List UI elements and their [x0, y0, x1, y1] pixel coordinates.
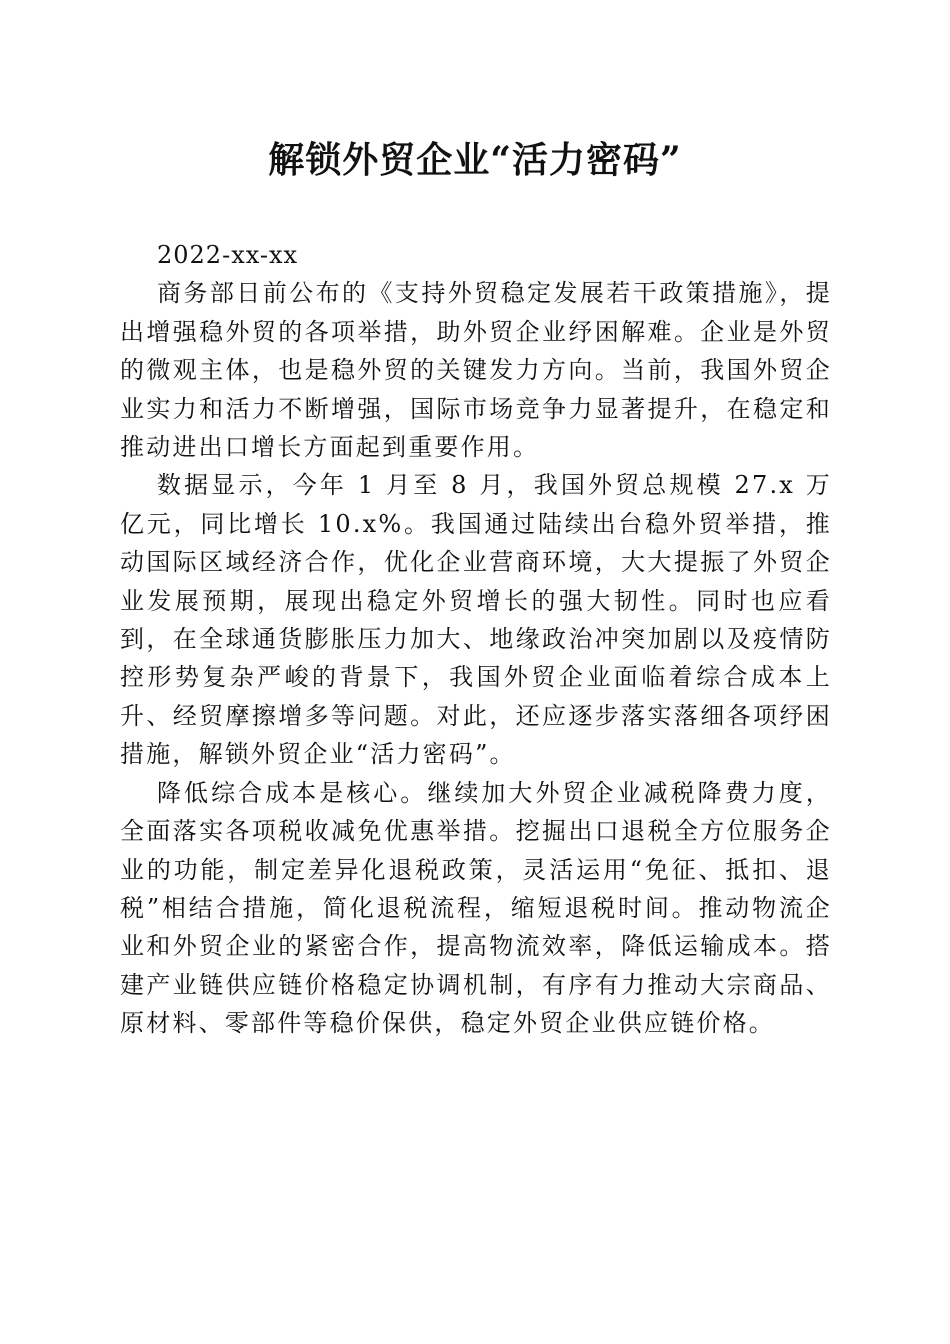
document-date: 2022-xx-xx [157, 241, 299, 269]
paragraph-3: 降低综合成本是核心。继续加大外贸企业减税降费力度，全面落实各项税收减免优惠举措。挖掘出口退税全方位服务企业的功能，制定差异化退税政策，灵活运用“免征、抵扣、退税”相结合措施，简化退税流程，缩短退税时间。推动物流企业和外贸企业的紧密合作，提高物流效率，降低运输成本。搭建产业链供应链价格稳定协调机制，有序有力推动大宗商品、原材料、零部件等稳价保供，稳定外贸企业供应链价格。 [120, 778, 832, 1038]
paragraph-1: 商务部日前公布的《支持外贸稳定发展若干政策措施》，提出增强稳外贸的各项举措，助外贸企业纾困解难。企业是外贸的微观主体，也是稳外贸的关键发力方向。当前，我国外贸企业实力和活力不断增强，国际市场竞争力显著提升，在稳定和推动进出口增长方面起到重要作用。 [120, 279, 832, 462]
document-body [120, 236, 832, 1043]
document-title: 解锁外贸企业“活力密码” [268, 139, 682, 181]
paragraph-2: 数据显示，今年 1 月至 8 月，我国外贸总规模 27.x 万亿元，同比增长 10.x%。我国通过陆续出台稳外贸举措，推动国际区域经济合作，优化企业营商环境，大大提振了外贸企业发展预期，展现出稳定外贸增长的强大韧性。同时也应看到，在全球通货膨胀压力加大、地缘政治冲突加剧以及疫情防控形势复杂严峻的背景下，我国外贸企业面临着综合成本上升、经贸摩擦增多等问题。对此，还应逐步落实落细各项纾困措施，解锁外贸企业“活力密码”。 [120, 471, 832, 769]
